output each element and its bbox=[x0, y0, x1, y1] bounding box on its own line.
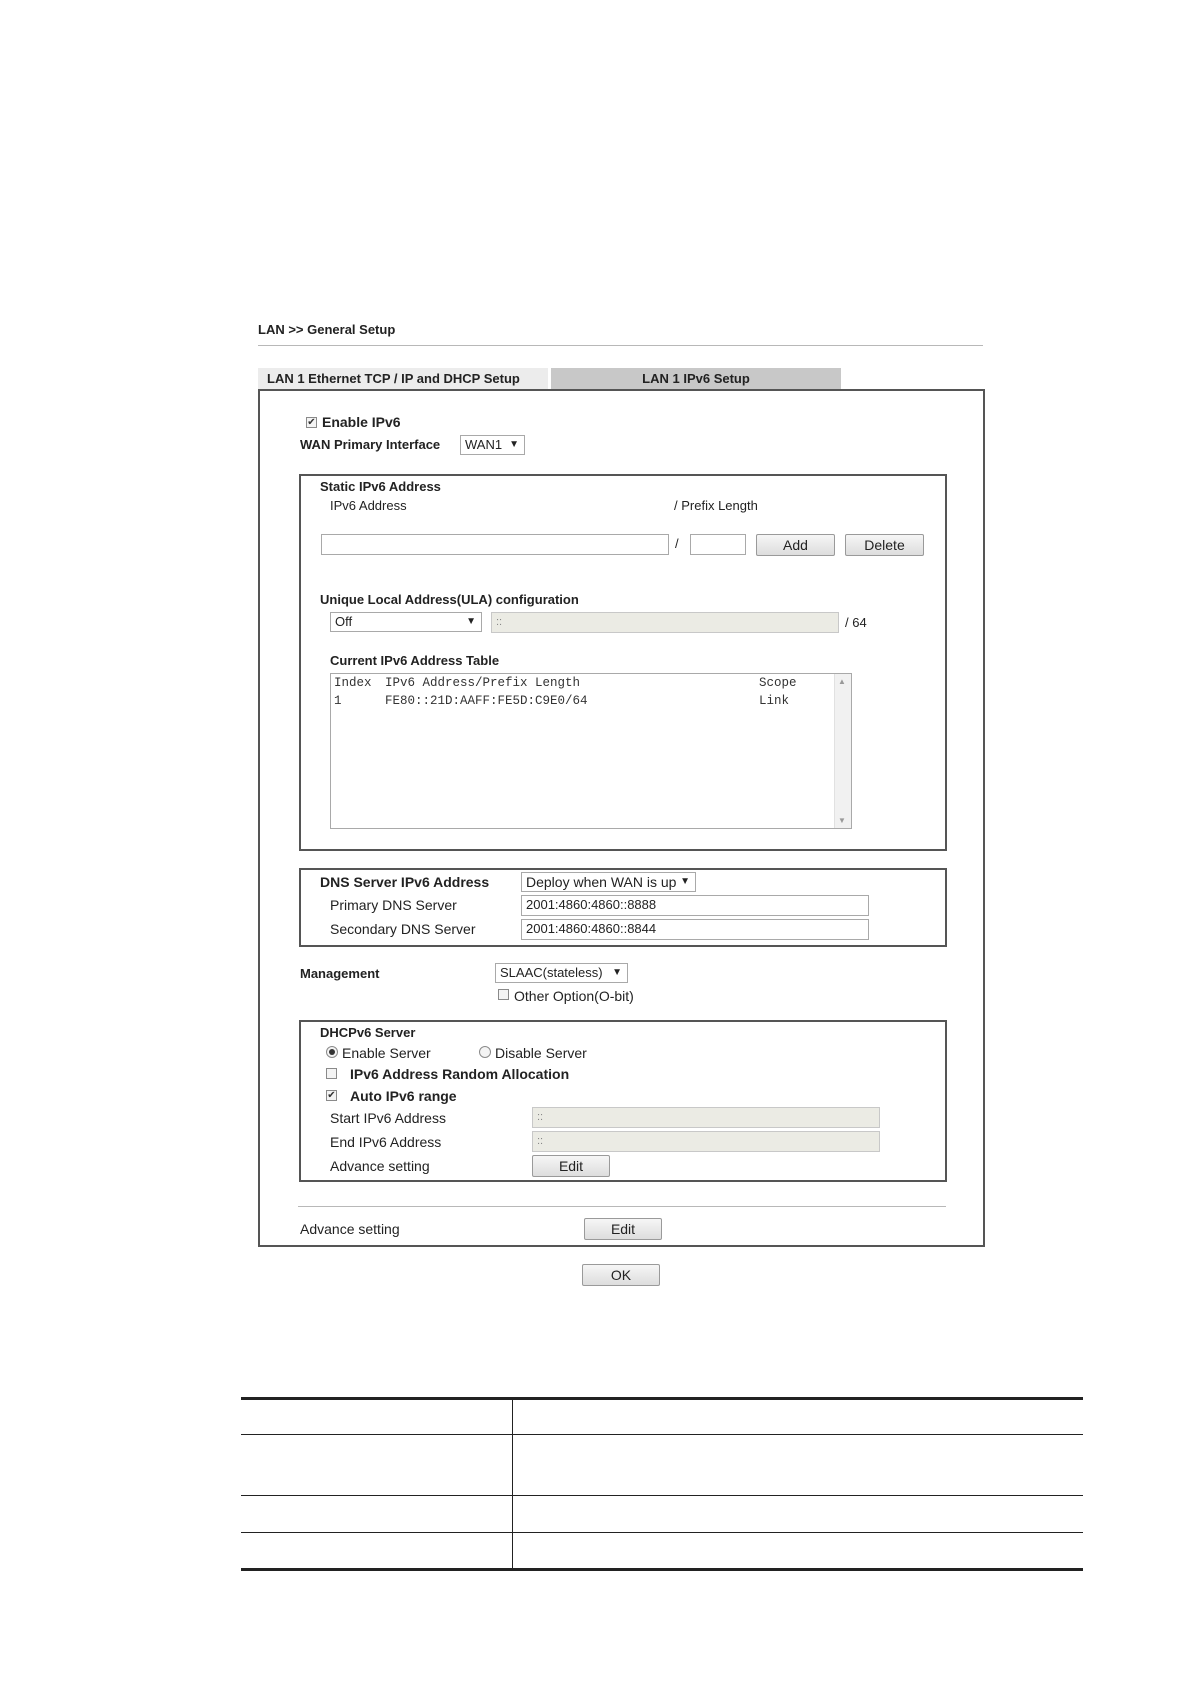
scroll-up-icon[interactable]: ▲ bbox=[838, 677, 846, 686]
wan-primary-label: WAN Primary Interface bbox=[300, 437, 441, 452]
management-label: Management bbox=[300, 966, 380, 981]
end-ipv6-input[interactable]: :: bbox=[532, 1131, 880, 1152]
other-option-checkbox[interactable] bbox=[498, 989, 509, 1000]
ula-address-input[interactable]: :: bbox=[491, 612, 839, 633]
disable-server-label: Disable Server bbox=[495, 1045, 587, 1061]
management-mode-value: SLAAC(stateless) bbox=[500, 965, 603, 980]
doc-table-column-divider bbox=[512, 1397, 513, 1570]
dns-deploy-value: Deploy when WAN is up bbox=[526, 874, 677, 890]
dhcpv6-title: DHCPv6 Server bbox=[320, 1025, 416, 1040]
enable-ipv6-checkbox[interactable]: ✔ bbox=[307, 417, 316, 428]
address-table-list[interactable] bbox=[330, 673, 852, 829]
table-scrollbar[interactable] bbox=[834, 674, 851, 828]
static-col-prefix: / Prefix Length bbox=[674, 498, 758, 513]
slash-separator: / bbox=[675, 536, 679, 551]
doc-table-top-rule bbox=[241, 1397, 1083, 1400]
static-ipv6-title: Static IPv6 Address bbox=[320, 479, 441, 494]
address-table-title: Current IPv6 Address Table bbox=[330, 653, 500, 668]
breadcrumb-divider bbox=[258, 345, 983, 346]
end-ipv6-label: End IPv6 Address bbox=[330, 1134, 442, 1150]
disable-server-radio[interactable] bbox=[479, 1046, 491, 1058]
dhcpv6-advance-label: Advance setting bbox=[330, 1158, 430, 1174]
primary-dns-label: Primary DNS Server bbox=[330, 897, 457, 913]
wan-primary-value: WAN1 bbox=[465, 437, 503, 452]
breadcrumb: LAN >> General Setup bbox=[258, 322, 396, 337]
static-ipv6-address-input[interactable] bbox=[321, 534, 669, 555]
doc-table-rule bbox=[241, 1532, 1083, 1533]
static-col-address: IPv6 Address bbox=[330, 498, 407, 513]
tab-ipv6-setup[interactable]: LAN 1 IPv6 Setup bbox=[551, 368, 841, 389]
advance-divider bbox=[298, 1206, 946, 1207]
doc-table-rule bbox=[241, 1434, 1083, 1435]
advance-edit-button[interactable]: Edit bbox=[584, 1218, 662, 1240]
auto-range-checkbox[interactable]: ✔ bbox=[327, 1090, 336, 1101]
dns-deploy-select[interactable] bbox=[521, 872, 696, 892]
chevron-down-icon: ▼ bbox=[680, 876, 690, 887]
start-ipv6-label: Start IPv6 Address bbox=[330, 1110, 446, 1126]
ula-mode-select[interactable] bbox=[330, 612, 482, 632]
row-index: 1 bbox=[334, 694, 342, 708]
ula-title: Unique Local Address(ULA) configuration bbox=[320, 592, 579, 607]
row-address: FE80::21D:AAFF:FE5D:C9E0/64 bbox=[385, 694, 588, 708]
tab-ethernet-tcpip-dhcp[interactable]: LAN 1 Ethernet TCP / IP and DHCP Setup bbox=[258, 368, 548, 389]
prefix-length-input[interactable] bbox=[690, 534, 746, 555]
wan-primary-select[interactable] bbox=[460, 435, 525, 455]
enable-ipv6-label: Enable IPv6 bbox=[322, 414, 401, 430]
ok-button[interactable]: OK bbox=[582, 1264, 660, 1286]
doc-table-bottom-rule bbox=[241, 1568, 1083, 1571]
row-scope: Link bbox=[759, 694, 790, 708]
chevron-down-icon: ▼ bbox=[466, 616, 476, 627]
secondary-dns-input[interactable]: 2001:4860:4860::8844 bbox=[521, 919, 869, 940]
add-button[interactable]: Add bbox=[756, 534, 835, 556]
dhcpv6-edit-button[interactable]: Edit bbox=[532, 1155, 610, 1177]
enable-server-label: Enable Server bbox=[342, 1045, 431, 1061]
management-mode-select[interactable] bbox=[495, 963, 628, 983]
header-scope: Scope bbox=[759, 676, 797, 690]
ula-mode-value: Off bbox=[335, 614, 353, 629]
start-ipv6-input[interactable]: :: bbox=[532, 1107, 880, 1128]
header-index: Index bbox=[334, 676, 372, 690]
advance-setting-label: Advance setting bbox=[300, 1221, 400, 1237]
doc-table-rule bbox=[241, 1495, 1083, 1496]
chevron-down-icon: ▼ bbox=[509, 439, 519, 450]
primary-dns-input[interactable]: 2001:4860:4860::8888 bbox=[521, 895, 869, 916]
auto-range-label: Auto IPv6 range bbox=[350, 1088, 457, 1104]
ula-suffix: / 64 bbox=[845, 615, 867, 630]
other-option-label: Other Option(O-bit) bbox=[514, 988, 634, 1004]
delete-button[interactable]: Delete bbox=[845, 534, 924, 556]
secondary-dns-label: Secondary DNS Server bbox=[330, 921, 476, 937]
dns-title: DNS Server IPv6 Address bbox=[320, 874, 490, 890]
chevron-down-icon: ▼ bbox=[612, 967, 622, 978]
random-allocation-label: IPv6 Address Random Allocation bbox=[350, 1066, 570, 1082]
scroll-down-icon[interactable]: ▼ bbox=[838, 816, 846, 825]
random-allocation-checkbox[interactable] bbox=[326, 1068, 337, 1079]
header-address: IPv6 Address/Prefix Length bbox=[385, 676, 581, 690]
enable-server-radio[interactable] bbox=[326, 1046, 338, 1058]
